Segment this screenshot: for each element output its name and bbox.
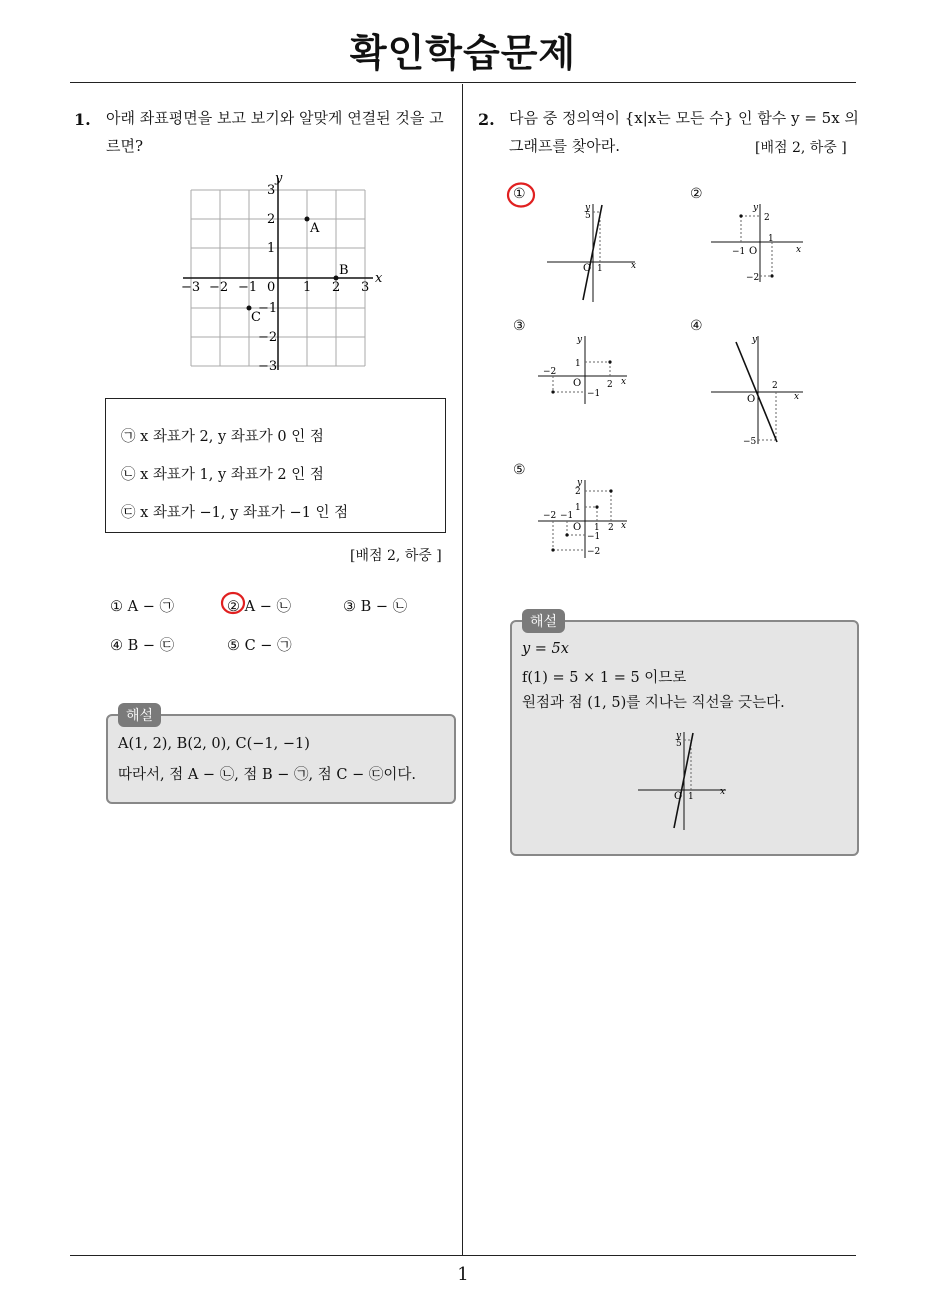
svg-text:5: 5 bbox=[585, 211, 591, 221]
svg-text:1: 1 bbox=[597, 264, 603, 274]
q2-text-line2: 그래프를 찾아라. bbox=[509, 137, 620, 155]
q2-solution-line3: 원점과 점 (1, 5)를 지나는 직선을 긋는다. bbox=[522, 695, 785, 711]
q1-x-axis-label: x bbox=[375, 271, 383, 286]
svg-text:O: O bbox=[747, 394, 756, 405]
q1-x-tick: −3 bbox=[181, 280, 201, 295]
page-number: 1 bbox=[457, 1264, 469, 1285]
svg-text:O: O bbox=[583, 263, 592, 274]
svg-text:1: 1 bbox=[594, 523, 600, 533]
svg-text:x: x bbox=[794, 392, 800, 402]
q1-choice-1[interactable]: ① A − ㉠ bbox=[110, 599, 174, 615]
point-b-label: B bbox=[339, 263, 349, 278]
q2-graph-5[interactable] bbox=[535, 476, 635, 561]
q1-condition-1: ㉠ x 좌표가 2, y 좌표가 0 인 점 bbox=[121, 429, 324, 445]
q1-x-tick: 3 bbox=[361, 280, 370, 295]
svg-text:1: 1 bbox=[575, 359, 581, 369]
q2-solution-graph bbox=[636, 728, 731, 833]
point-a-label: A bbox=[310, 221, 320, 236]
svg-text:y: y bbox=[577, 478, 583, 488]
q1-solution-tag: 해설 bbox=[118, 703, 161, 727]
q2-solution-line2: f(1) = 5 × 1 = 5 이므로 bbox=[522, 670, 687, 686]
q2-choice-5-mark[interactable]: ⑤ bbox=[513, 462, 526, 478]
svg-text:x: x bbox=[631, 261, 637, 271]
point-a bbox=[305, 217, 310, 222]
q1-solution-line2: 따라서, 점 A − ㉡, 점 B − ㉠, 점 C − ㉢이다. bbox=[118, 767, 416, 783]
bottom-rule bbox=[70, 1255, 856, 1256]
q2-answer-circle-mark bbox=[505, 180, 537, 210]
q2-graph-2[interactable] bbox=[708, 200, 808, 285]
svg-text:−1: −1 bbox=[732, 247, 746, 257]
svg-text:−2: −2 bbox=[543, 367, 557, 377]
svg-text:−5: −5 bbox=[743, 437, 757, 447]
svg-text:x: x bbox=[621, 521, 627, 531]
svg-text:2: 2 bbox=[607, 380, 613, 390]
q1-choice-5[interactable]: ⑤ C − ㉠ bbox=[227, 638, 292, 654]
svg-text:y: y bbox=[753, 203, 759, 213]
q2-choice-3-mark[interactable]: ③ bbox=[513, 318, 526, 334]
q1-solution-box bbox=[106, 714, 456, 804]
q2-choice-4-mark[interactable]: ④ bbox=[690, 318, 703, 334]
q1-y-tick: −3 bbox=[258, 359, 278, 374]
svg-text:x: x bbox=[796, 245, 802, 255]
q1-y-tick: 1 bbox=[267, 241, 276, 256]
point-b bbox=[334, 276, 339, 281]
q1-y-tick: −1 bbox=[258, 301, 278, 316]
q1-number: 1. bbox=[74, 110, 91, 129]
q1-answer-circle-mark bbox=[219, 589, 247, 617]
svg-text:1: 1 bbox=[768, 234, 774, 244]
q1-x-tick: 1 bbox=[303, 280, 312, 295]
q1-y-tick: 3 bbox=[267, 183, 276, 198]
q1-y-tick: 2 bbox=[267, 212, 276, 227]
q1-score-meta: [배점 2, 하중 ] bbox=[350, 548, 442, 564]
svg-text:O: O bbox=[674, 791, 683, 802]
top-rule bbox=[70, 82, 856, 83]
svg-text:y: y bbox=[585, 203, 591, 213]
svg-text:2: 2 bbox=[772, 381, 778, 391]
svg-text:O: O bbox=[749, 246, 758, 257]
column-divider bbox=[462, 84, 463, 1256]
svg-text:y: y bbox=[676, 731, 682, 741]
svg-text:2: 2 bbox=[764, 213, 770, 223]
q1-text-line1: 아래 좌표평면을 보고 보기와 알맞게 연결된 것을 고 bbox=[106, 109, 444, 127]
q1-choice-2[interactable]: ② A − ㉡ bbox=[227, 599, 291, 615]
svg-text:y: y bbox=[752, 335, 758, 345]
q2-number: 2. bbox=[478, 110, 495, 129]
svg-text:−2: −2 bbox=[587, 547, 601, 557]
q1-choice-4[interactable]: ④ B − ㉢ bbox=[110, 638, 175, 654]
svg-text:−2: −2 bbox=[543, 511, 557, 521]
q2-solution-tag: 해설 bbox=[522, 609, 565, 633]
q1-x-tick: −1 bbox=[238, 280, 258, 295]
svg-text:2: 2 bbox=[575, 487, 581, 497]
svg-text:−1: −1 bbox=[560, 511, 574, 521]
q2-graph-1[interactable] bbox=[545, 200, 640, 305]
svg-text:O: O bbox=[573, 522, 582, 533]
svg-text:−2: −2 bbox=[746, 273, 760, 283]
q1-text-line2: 르면? bbox=[106, 137, 144, 155]
svg-text:5: 5 bbox=[676, 739, 682, 749]
q1-choice-3[interactable]: ③ B − ㉡ bbox=[343, 599, 408, 615]
q1-x-tick: 2 bbox=[332, 280, 341, 295]
q1-x-tick: 0 bbox=[267, 280, 276, 295]
svg-text:x: x bbox=[621, 377, 627, 387]
q1-condition-3: ㉢ x 좌표가 −1, y 좌표가 −1 인 점 bbox=[121, 505, 349, 521]
q1-x-tick: −2 bbox=[209, 280, 229, 295]
svg-text:−1: −1 bbox=[587, 389, 601, 399]
svg-text:2: 2 bbox=[608, 523, 614, 533]
q2-score-meta: [배점 2, 하중 ] bbox=[755, 140, 847, 156]
q1-solution-line1: A(1, 2), B(2, 0), C(−1, −1) bbox=[118, 736, 310, 752]
q2-graph-4[interactable] bbox=[708, 332, 808, 447]
q2-solution-line1: y = 5x bbox=[522, 641, 569, 657]
svg-text:O: O bbox=[573, 378, 582, 389]
q1-coordinate-graph bbox=[175, 170, 390, 375]
svg-text:x: x bbox=[720, 787, 726, 797]
svg-text:−1: −1 bbox=[587, 532, 601, 542]
q1-y-axis-label: y bbox=[275, 171, 283, 186]
q1-condition-2: ㉡ x 좌표가 1, y 좌표가 2 인 점 bbox=[121, 467, 324, 483]
q2-graph-3[interactable] bbox=[535, 332, 635, 407]
svg-text:1: 1 bbox=[688, 792, 694, 802]
q2-choice-2-mark[interactable]: ② bbox=[690, 186, 703, 202]
q2-choice-1-mark[interactable]: ① bbox=[513, 186, 526, 202]
q1-y-tick: −2 bbox=[258, 330, 278, 345]
svg-text:y: y bbox=[577, 335, 583, 345]
page-title: 확인학습문제 bbox=[349, 31, 577, 75]
svg-text:1: 1 bbox=[575, 503, 581, 513]
point-c-label: C bbox=[251, 310, 261, 325]
q2-text-line1: 다음 중 정의역이 {x|x는 모든 수} 인 함수 y = 5x 의 bbox=[509, 109, 859, 127]
